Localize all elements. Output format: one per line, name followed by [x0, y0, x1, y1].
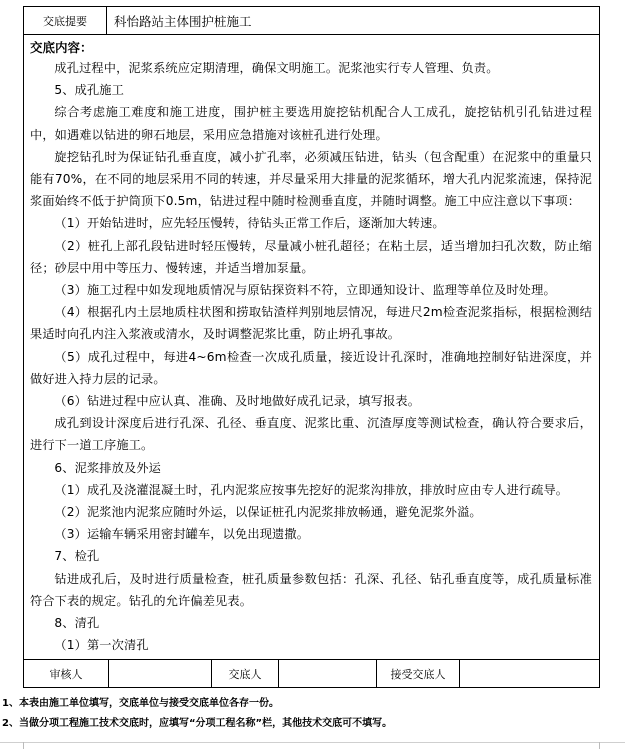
ruler-tick — [23, 742, 24, 749]
reviewer-label: 审核人 — [49, 667, 83, 681]
page-bottom-rule — [0, 742, 625, 743]
section-heading: 6、泥浆排放及外运 — [54, 460, 161, 475]
content-title: 交底内容： — [30, 40, 93, 55]
ruler-tick — [599, 742, 600, 749]
list-item: （6）钻进过程中应认真、准确、及时地做好成孔记录，填写报表。 — [54, 394, 421, 409]
list-item: （2）桩孔上部孔段钻进时轻压慢转，尽量减小桩孔超径；在粘土层，适当增加扫孔次数，防止缩径；砂层中用中等压力、慢转速，并适当增加泵量。 — [30, 238, 592, 275]
list-item: （1）成孔及浇灌混凝土时，孔内泥浆应按事先挖好的泥浆沟排放，排放时应由专人进行疏导。 — [54, 482, 569, 497]
paragraph: 旋挖钻孔时为保证钻孔垂直度，减小扩孔率，必须减压钻进，钻头（包含配重）在泥浆中的重量只能有70%，在不同的地层采用不同的转速，并尽量采用大排量的泥浆循环，增大孔内泥浆流速，保持泥浆面始终不低于护筒顶下0.5m，钻进过程中随时检测垂直度，并随时调整。施工中应注意以下事项： — [30, 149, 592, 209]
paragraph: 成孔过程中，泥浆系统应定期清理，确保文明施工。泥浆池实行专人管理、负责。 — [54, 61, 499, 75]
paragraph: 钻进成孔后，及时进行质量检查，桩孔质量参数包括：孔深、孔径、钻孔垂直度等，成孔质量标准符合下表的规定。钻孔的允许偏差见表。 — [30, 571, 592, 608]
list-item: （4）根据孔内土层地质柱状图和捞取钻渣样判别地层情况，每进尺2m检查泥浆指标，根据检测结果适时向孔内注入浆液或清水，及时调整泥浆比重，防止坍孔事故。 — [30, 305, 592, 342]
disclosure-form — [23, 6, 600, 688]
footnotes — [2, 694, 622, 734]
list-item: （3）运输车辆采用密封罐车，以免出现遗撒。 — [54, 527, 310, 542]
list-item: （2）泥浆池内泥浆应随时外运，以保证桩孔内泥浆排放畅通，避免泥浆外溢。 — [54, 505, 482, 520]
list-item: （3）施工过程中如发现地质情况与原钻探资料不符，立即通知设计、监理等单位及时处理。 — [54, 283, 556, 298]
paragraph: 成孔到设计深度后进行孔深、孔径、垂直度、泥浆比重、沉渣厚度等测试检查，确认符合要求后，进行下一道工序施工。 — [30, 416, 592, 453]
presenter-signature-cell[interactable] — [279, 660, 376, 687]
paragraph: 综合考虑施工难度和施工进度，围护桩主要选用旋挖钻机配合人工成孔，旋挖钻机引孔钻进过程中，如遇难以钻进的卵石地层，采用应急措施对该桩孔进行处理。 — [30, 105, 592, 142]
receiver-signature-cell[interactable] — [460, 660, 599, 687]
section-heading: 5、成孔施工 — [54, 83, 124, 98]
receiver-label: 接受交底人 — [390, 667, 446, 681]
list-item: （1）开始钻进时，应先轻压慢转，待钻头正常工作后，逐渐加大转速。 — [54, 216, 445, 231]
footnote: 1、本表由施工单位填写，交底单位与接受交底单位各存一份。 — [2, 698, 279, 709]
section-heading: 7、检孔 — [54, 549, 100, 564]
summary-label: 交底提要 — [24, 7, 107, 34]
section-heading: 8、清孔 — [54, 616, 100, 631]
header-row — [24, 7, 599, 35]
reviewer-signature-cell[interactable] — [109, 660, 211, 687]
content-area — [24, 35, 599, 660]
footnote: 2、当做分项工程施工技术交底时，应填写“分项工程名称”栏，其他技术交底可不填写。 — [2, 718, 393, 729]
summary-value: 科怡路站主体围护桩施工 — [114, 13, 252, 29]
list-item: （1）第一次清孔 — [54, 638, 149, 653]
list-item: （5）成孔过程中，每进4~6m检查一次成孔质量，接近设计孔深时，准确地控制好钻进深度，并做好进入持力层的记录。 — [30, 349, 592, 386]
presenter-label: 交底人 — [228, 667, 262, 681]
signature-row — [24, 660, 599, 687]
